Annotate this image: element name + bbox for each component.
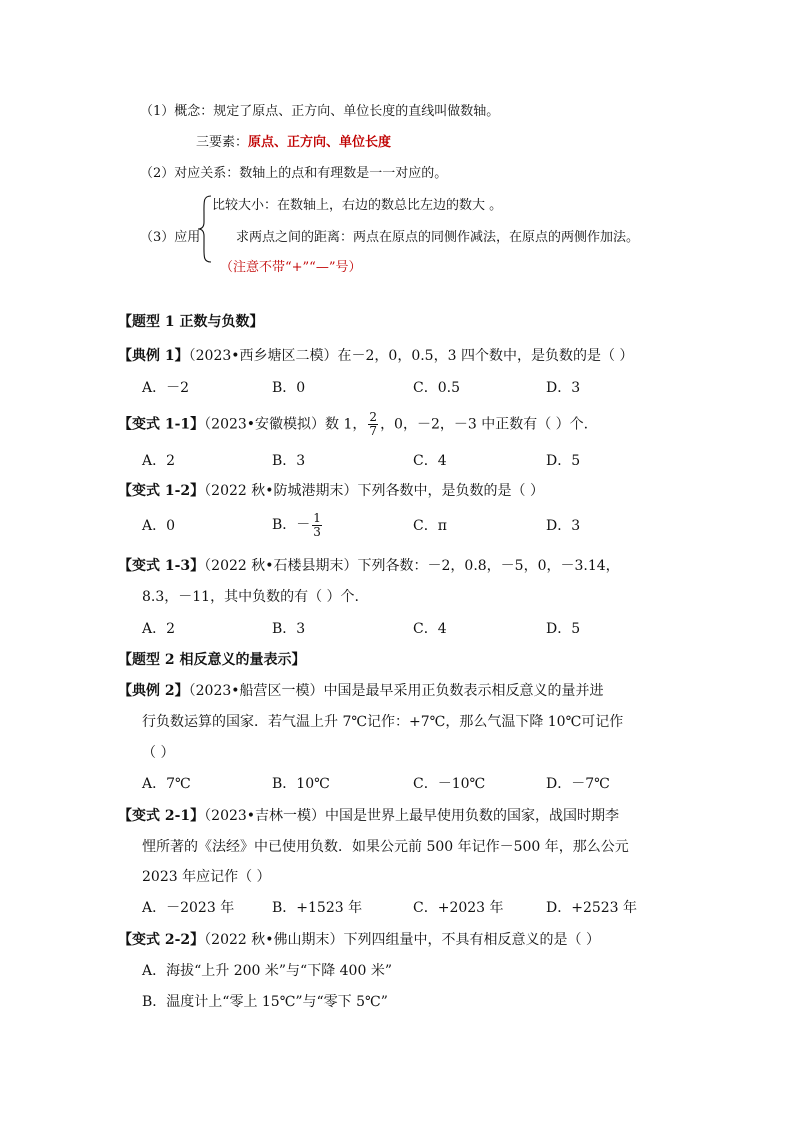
variant-1-3-option-a: A．2 bbox=[142, 621, 176, 637]
fraction-one-third bbox=[312, 512, 322, 539]
variant-1-2-stem bbox=[118, 481, 544, 501]
variant-1-3-option-d: D．5 bbox=[546, 621, 581, 637]
variant-1-3-stem-line-1 bbox=[118, 556, 620, 576]
variant-1-1-option-b: B．3 bbox=[272, 453, 306, 469]
concept-1-number: （1） bbox=[140, 104, 175, 119]
variant-2-1-option-b: B．+1523 年 bbox=[272, 900, 363, 916]
variant-1-1-option-c: C．4 bbox=[413, 453, 447, 469]
example-1-stem bbox=[118, 346, 633, 366]
concept-2 bbox=[140, 164, 447, 184]
variant-1-2-option-a: A．0 bbox=[142, 518, 176, 534]
concept-2-number: （2） bbox=[140, 166, 175, 181]
variant-2-2-option-b: B．温度计上“零上 15℃”与“零下 5℃” bbox=[142, 994, 388, 1010]
concept-3-label bbox=[140, 228, 200, 248]
variant-1-2-option-c: C．π bbox=[413, 518, 447, 534]
variant-2-1-line-3: 2023 年应记作（ ） bbox=[142, 869, 271, 885]
variant-1-3-option-b: B．3 bbox=[272, 621, 306, 637]
example-1-option-c: C．0.5 bbox=[413, 380, 460, 396]
variant-1-3-option-c: C．4 bbox=[413, 621, 447, 637]
example-2-line-1 bbox=[118, 681, 604, 701]
concept-3-note: （注意不带“+”“—”号） bbox=[220, 260, 362, 275]
brace-icon bbox=[197, 194, 213, 264]
concept-3-number: （3） bbox=[140, 230, 175, 245]
concept-3-item-2: 求两点之间的距离：两点在原点的同侧作减法，在原点的两侧作加法。 bbox=[236, 230, 640, 245]
example-2-option-c: C．－10℃ bbox=[413, 776, 486, 792]
variant-2-1-text-1: （2023•吉林一模）中国是世界上最早使用负数的国家，战国时期李 bbox=[204, 808, 620, 824]
concept-3-text: 应用 bbox=[174, 230, 201, 245]
variant-2-2-text: （2022 秋•佛山期末）下列四组量中，不具有相反意义的是（ ） bbox=[204, 932, 600, 948]
three-elements bbox=[196, 133, 391, 153]
variant-2-2-option-a: A．海拔“上升 200 米”与“下降 400 米” bbox=[142, 963, 392, 979]
variant-1-2-option-b bbox=[272, 510, 324, 540]
variant-1-1-text-b: ，0，－2，－3 中正数有（ ）个. bbox=[380, 416, 589, 433]
variant-2-1-option-a: A．－2023 年 bbox=[142, 900, 235, 916]
variant-1-1-text-a: （2023•安徽模拟）数 1， bbox=[204, 416, 367, 433]
variant-1-3-tag: 【变式 1-3】 bbox=[118, 558, 205, 574]
variant-1-3-stem-line-2: 8.3，－11，其中负数的有（ ）个. bbox=[142, 589, 359, 605]
example-2-option-a: A．7℃ bbox=[142, 776, 191, 792]
example-1-option-a: A．－2 bbox=[142, 380, 190, 396]
example-2-line-3: （ ） bbox=[142, 745, 175, 761]
variant-1-1-option-d: D．5 bbox=[546, 453, 581, 469]
example-2-tag: 【典例 2】 bbox=[118, 683, 189, 699]
variant-2-2-tag: 【变式 2-2】 bbox=[118, 932, 205, 948]
example-2-line-2: 行负数运算的国家．若气温上升 7℃记作：+7℃，那么气温下降 10℃可记作 bbox=[142, 714, 624, 730]
concept-1-text: 概念：规定了原点、正方向、单位长度的直线叫做数轴。 bbox=[174, 104, 500, 119]
variant-2-2-stem bbox=[118, 930, 600, 950]
fraction-denominator: 7 bbox=[369, 424, 378, 438]
example-1-option-d: D．3 bbox=[546, 380, 581, 396]
variant-1-3-text-1: （2022 秋•石楼县期末）下列各数：－2，0.8，－5，0，－3.14， bbox=[204, 558, 620, 574]
example-1-tag: 【典例 1】 bbox=[118, 348, 189, 364]
example-1-option-b: B．0 bbox=[272, 380, 306, 396]
variant-1-2-tag: 【变式 1-2】 bbox=[118, 483, 205, 499]
variant-2-1-option-d: D．+2523 年 bbox=[546, 900, 638, 916]
variant-2-1-line-2: 悝所著的《法经》中已使用负数．如果公元前 500 年记作－500 年，那么公元 bbox=[142, 839, 629, 855]
three-elements-label: 三要素： bbox=[196, 135, 249, 150]
option-b-prefix: B．－ bbox=[272, 517, 311, 533]
type-2-heading: 【题型 2 相反意义的量表示】 bbox=[118, 652, 306, 668]
three-elements-value: 原点、正方向、单位长度 bbox=[248, 135, 392, 150]
example-2-option-d: D．－7℃ bbox=[546, 776, 610, 792]
concept-2-text: 对应关系：数轴上的点和有理数是一一对应的。 bbox=[174, 166, 448, 181]
fraction-two-sevenths bbox=[368, 411, 378, 438]
variant-2-1-option-c: C．+2023 年 bbox=[413, 900, 504, 916]
fraction-numerator: 1 bbox=[313, 510, 321, 525]
variant-2-1-tag: 【变式 2-1】 bbox=[118, 808, 205, 824]
variant-1-2-text: （2022 秋•防城港期末）下列各数中，是负数的是（ ） bbox=[204, 483, 544, 499]
variant-1-1-option-a: A．2 bbox=[142, 453, 176, 469]
variant-1-1-tag: 【变式 1-1】 bbox=[118, 416, 205, 433]
fraction-numerator: 2 bbox=[369, 410, 378, 424]
example-2-option-b: B．10℃ bbox=[272, 776, 330, 792]
concept-3-item-1: 比较大小：在数轴上，右边的数总比左边的数大 。 bbox=[212, 198, 503, 213]
variant-1-2-option-d: D．3 bbox=[546, 518, 581, 534]
type-1-heading: 【题型 1 正数与负数】 bbox=[118, 314, 264, 330]
concept-1 bbox=[140, 102, 499, 122]
fraction-denominator: 3 bbox=[313, 524, 321, 539]
example-1-text: （2023•西乡塘区二模）在－2，0，0.5，3 四个数中，是负数的是（ ） bbox=[188, 348, 634, 364]
example-2-text-1: （2023•船营区一模）中国是最早采用正负数表示相反意义的量并进 bbox=[188, 683, 604, 699]
variant-2-1-line-1 bbox=[118, 806, 619, 826]
variant-1-1-stem bbox=[118, 411, 588, 438]
